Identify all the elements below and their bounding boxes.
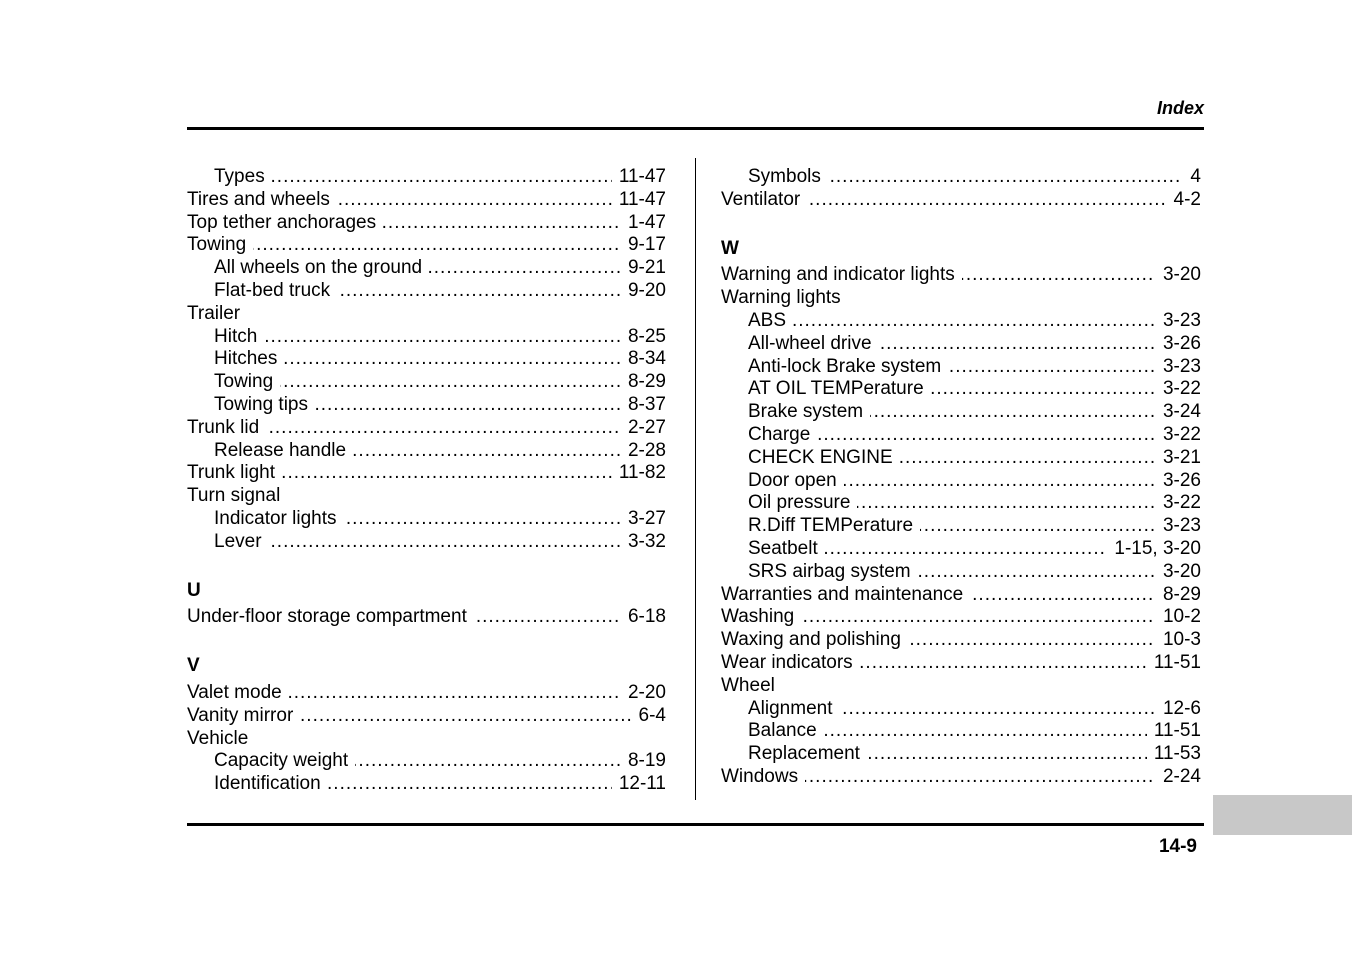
running-header-title: Index bbox=[1156, 98, 1204, 118]
index-subentry bbox=[721, 743, 1201, 766]
index-page-ref: 11-53 bbox=[1147, 743, 1201, 766]
index-subentry bbox=[187, 257, 666, 280]
index-subentry bbox=[721, 166, 1201, 189]
index-entry bbox=[187, 485, 666, 508]
index-term: Turn signal bbox=[187, 485, 287, 508]
index-entry bbox=[721, 189, 1201, 212]
section-letter-w: W bbox=[721, 237, 739, 259]
dot-leader bbox=[214, 531, 666, 554]
dot-leader bbox=[214, 166, 666, 189]
index-entry bbox=[721, 287, 1201, 310]
index-entry bbox=[187, 303, 666, 326]
index-page-ref: 3-23 bbox=[1156, 515, 1201, 538]
index-page-ref: 11-82 bbox=[612, 462, 666, 485]
dot-leader bbox=[214, 326, 666, 349]
index-page-ref: 2-20 bbox=[621, 682, 666, 705]
index-page-ref: 9-21 bbox=[621, 257, 666, 280]
index-entry bbox=[721, 264, 1201, 287]
index-column-right bbox=[721, 166, 1201, 789]
index-entry bbox=[187, 705, 666, 728]
index-subentry bbox=[721, 424, 1201, 447]
index-term: Wear indicators bbox=[721, 652, 860, 675]
index-page-ref: 12-6 bbox=[1156, 698, 1201, 721]
index-subentry bbox=[721, 538, 1201, 561]
index-term: Alignment bbox=[748, 698, 840, 721]
index-term: Vanity mirror bbox=[187, 705, 300, 728]
index-term: Warranties and maintenance bbox=[721, 584, 970, 607]
index-term: Flat-bed truck bbox=[214, 280, 337, 303]
index-entry bbox=[187, 682, 666, 705]
index-term: Washing bbox=[721, 606, 801, 629]
index-page-ref: 10-2 bbox=[1156, 606, 1201, 629]
index-page-ref: 3-22 bbox=[1156, 424, 1201, 447]
index-subentry bbox=[187, 750, 666, 773]
index-page-ref: 3-22 bbox=[1156, 378, 1201, 401]
index-term: Vehicle bbox=[187, 728, 255, 751]
index-subentry bbox=[187, 166, 666, 189]
index-term: Towing tips bbox=[214, 394, 315, 417]
index-term: R.Diff TEMPerature bbox=[748, 515, 920, 538]
index-subentry bbox=[721, 515, 1201, 538]
index-term: Balance bbox=[748, 720, 824, 743]
index-entry bbox=[187, 212, 666, 235]
index-page-ref: 3-23 bbox=[1156, 356, 1201, 379]
index-term: Brake system bbox=[748, 401, 870, 424]
index-page-ref: 1-47 bbox=[621, 212, 666, 235]
index-subentry bbox=[721, 310, 1201, 333]
index-term: Door open bbox=[748, 470, 844, 493]
index-term: AT OIL TEMPerature bbox=[748, 378, 931, 401]
index-subentry bbox=[721, 356, 1201, 379]
index-subentry bbox=[187, 773, 666, 796]
index-term: CHECK ENGINE bbox=[748, 447, 900, 470]
index-page-ref: 8-29 bbox=[1156, 584, 1201, 607]
index-page-ref: 8-19 bbox=[621, 750, 666, 773]
index-subentry bbox=[721, 492, 1201, 515]
index-subentry bbox=[721, 378, 1201, 401]
index-term: Valet mode bbox=[187, 682, 289, 705]
index-term: Top tether anchorages bbox=[187, 212, 383, 235]
index-term: Wheel bbox=[721, 675, 782, 698]
index-subentry bbox=[721, 720, 1201, 743]
index-subentry bbox=[721, 470, 1201, 493]
index-term: Trailer bbox=[187, 303, 247, 326]
index-subentry bbox=[187, 348, 666, 371]
index-page-ref: 11-51 bbox=[1147, 720, 1201, 743]
entry-group bbox=[187, 606, 666, 629]
index-term: Windows bbox=[721, 766, 805, 789]
index-term: Hitches bbox=[214, 348, 284, 371]
index-column-left bbox=[187, 166, 666, 796]
entry-group bbox=[187, 166, 666, 554]
index-term: Towing bbox=[214, 371, 280, 394]
index-entry bbox=[721, 766, 1201, 789]
index-page-ref: 10-3 bbox=[1156, 629, 1201, 652]
dot-leader bbox=[187, 234, 666, 257]
footer-rule bbox=[187, 823, 1204, 826]
index-entry bbox=[187, 462, 666, 485]
index-page-ref: 3-23 bbox=[1156, 310, 1201, 333]
entry-group bbox=[187, 682, 666, 796]
index-term: Hitch bbox=[214, 326, 264, 349]
index-term: Charge bbox=[748, 424, 817, 447]
index-term: Identification bbox=[214, 773, 328, 796]
section-letter-u: U bbox=[187, 579, 201, 601]
index-subentry bbox=[721, 401, 1201, 424]
index-term: Warning and indicator lights bbox=[721, 264, 962, 287]
index-subentry bbox=[187, 531, 666, 554]
index-subentry bbox=[721, 447, 1201, 470]
index-term: Under-floor storage compartment bbox=[187, 606, 474, 629]
dot-leader bbox=[214, 371, 666, 394]
index-term: Warning lights bbox=[721, 287, 848, 310]
index-page-ref: 6-18 bbox=[621, 606, 666, 629]
index-page-ref: 4 bbox=[1183, 166, 1201, 189]
index-subentry bbox=[187, 371, 666, 394]
index-term: Waxing and polishing bbox=[721, 629, 908, 652]
index-page-ref: 8-25 bbox=[621, 326, 666, 349]
index-page-ref: 9-17 bbox=[621, 234, 666, 257]
index-page-ref: 8-37 bbox=[621, 394, 666, 417]
index-subentry bbox=[187, 440, 666, 463]
index-page-ref: 3-20 bbox=[1156, 561, 1201, 584]
index-page-ref: 6-4 bbox=[632, 705, 666, 728]
index-page-ref: 2-27 bbox=[621, 417, 666, 440]
section-letter-v: V bbox=[187, 655, 200, 677]
index-subentry bbox=[187, 280, 666, 303]
index-term: Lever bbox=[214, 531, 269, 554]
index-subentry bbox=[187, 326, 666, 349]
index-subentry bbox=[187, 394, 666, 417]
index-subentry bbox=[721, 333, 1201, 356]
index-page-ref: 4-2 bbox=[1167, 189, 1201, 212]
index-page-ref: 3-20 bbox=[1156, 264, 1201, 287]
index-entry bbox=[187, 189, 666, 212]
dot-leader bbox=[748, 310, 1201, 333]
index-entry bbox=[187, 728, 666, 751]
index-entry bbox=[721, 675, 1201, 698]
index-term: All-wheel drive bbox=[748, 333, 879, 356]
index-page-ref: 3-27 bbox=[621, 508, 666, 531]
index-term: Indicator lights bbox=[214, 508, 344, 531]
index-page-ref: 11-47 bbox=[612, 166, 666, 189]
page-number: 14-9 bbox=[1158, 836, 1197, 857]
index-page-ref: 2-28 bbox=[621, 440, 666, 463]
index-page-ref: 8-29 bbox=[621, 371, 666, 394]
index-subentry bbox=[721, 561, 1201, 584]
column-divider bbox=[695, 158, 696, 800]
index-page-ref: 9-20 bbox=[621, 280, 666, 303]
index-term: All wheels on the ground bbox=[214, 257, 429, 280]
index-entry bbox=[721, 606, 1201, 629]
index-subentry bbox=[187, 508, 666, 531]
index-term: Capacity weight bbox=[214, 750, 355, 773]
index-term: Symbols bbox=[748, 166, 828, 189]
index-page-ref: 3-32 bbox=[621, 531, 666, 554]
index-entry bbox=[187, 234, 666, 257]
index-term: Ventilator bbox=[721, 189, 807, 212]
entry-group bbox=[721, 264, 1201, 788]
index-term: Trunk light bbox=[187, 462, 282, 485]
index-term: Seatbelt bbox=[748, 538, 825, 561]
index-subentry bbox=[721, 698, 1201, 721]
index-page-ref: 3-22 bbox=[1156, 492, 1201, 515]
index-page-ref: 12-11 bbox=[612, 773, 666, 796]
index-page-ref: 3-26 bbox=[1156, 333, 1201, 356]
index-term: SRS airbag system bbox=[748, 561, 918, 584]
index-term: Replacement bbox=[748, 743, 867, 766]
index-page-ref: 3-24 bbox=[1156, 401, 1201, 424]
index-entry bbox=[721, 629, 1201, 652]
index-page-ref: 2-24 bbox=[1156, 766, 1201, 789]
index-entry bbox=[187, 417, 666, 440]
index-term: Anti-lock Brake system bbox=[748, 356, 948, 379]
index-page-ref: 8-34 bbox=[621, 348, 666, 371]
index-entry bbox=[721, 652, 1201, 675]
index-term: ABS bbox=[748, 310, 793, 333]
index-entry bbox=[721, 584, 1201, 607]
index-entry bbox=[187, 606, 666, 629]
index-term: Release handle bbox=[214, 440, 353, 463]
index-term: Tires and wheels bbox=[187, 189, 337, 212]
index-term: Trunk lid bbox=[187, 417, 266, 440]
index-term: Types bbox=[214, 166, 272, 189]
chapter-thumb-tab bbox=[1213, 795, 1352, 835]
index-page-ref: 1-15, 3-20 bbox=[1107, 538, 1201, 561]
index-term: Towing bbox=[187, 234, 253, 257]
header-rule bbox=[187, 127, 1204, 130]
index-page-ref: 11-51 bbox=[1147, 652, 1201, 675]
index-term: Oil pressure bbox=[748, 492, 857, 515]
index-page-ref: 11-47 bbox=[612, 189, 666, 212]
index-page-ref: 3-21 bbox=[1156, 447, 1201, 470]
index-page-ref: 3-26 bbox=[1156, 470, 1201, 493]
entry-group bbox=[721, 166, 1201, 212]
